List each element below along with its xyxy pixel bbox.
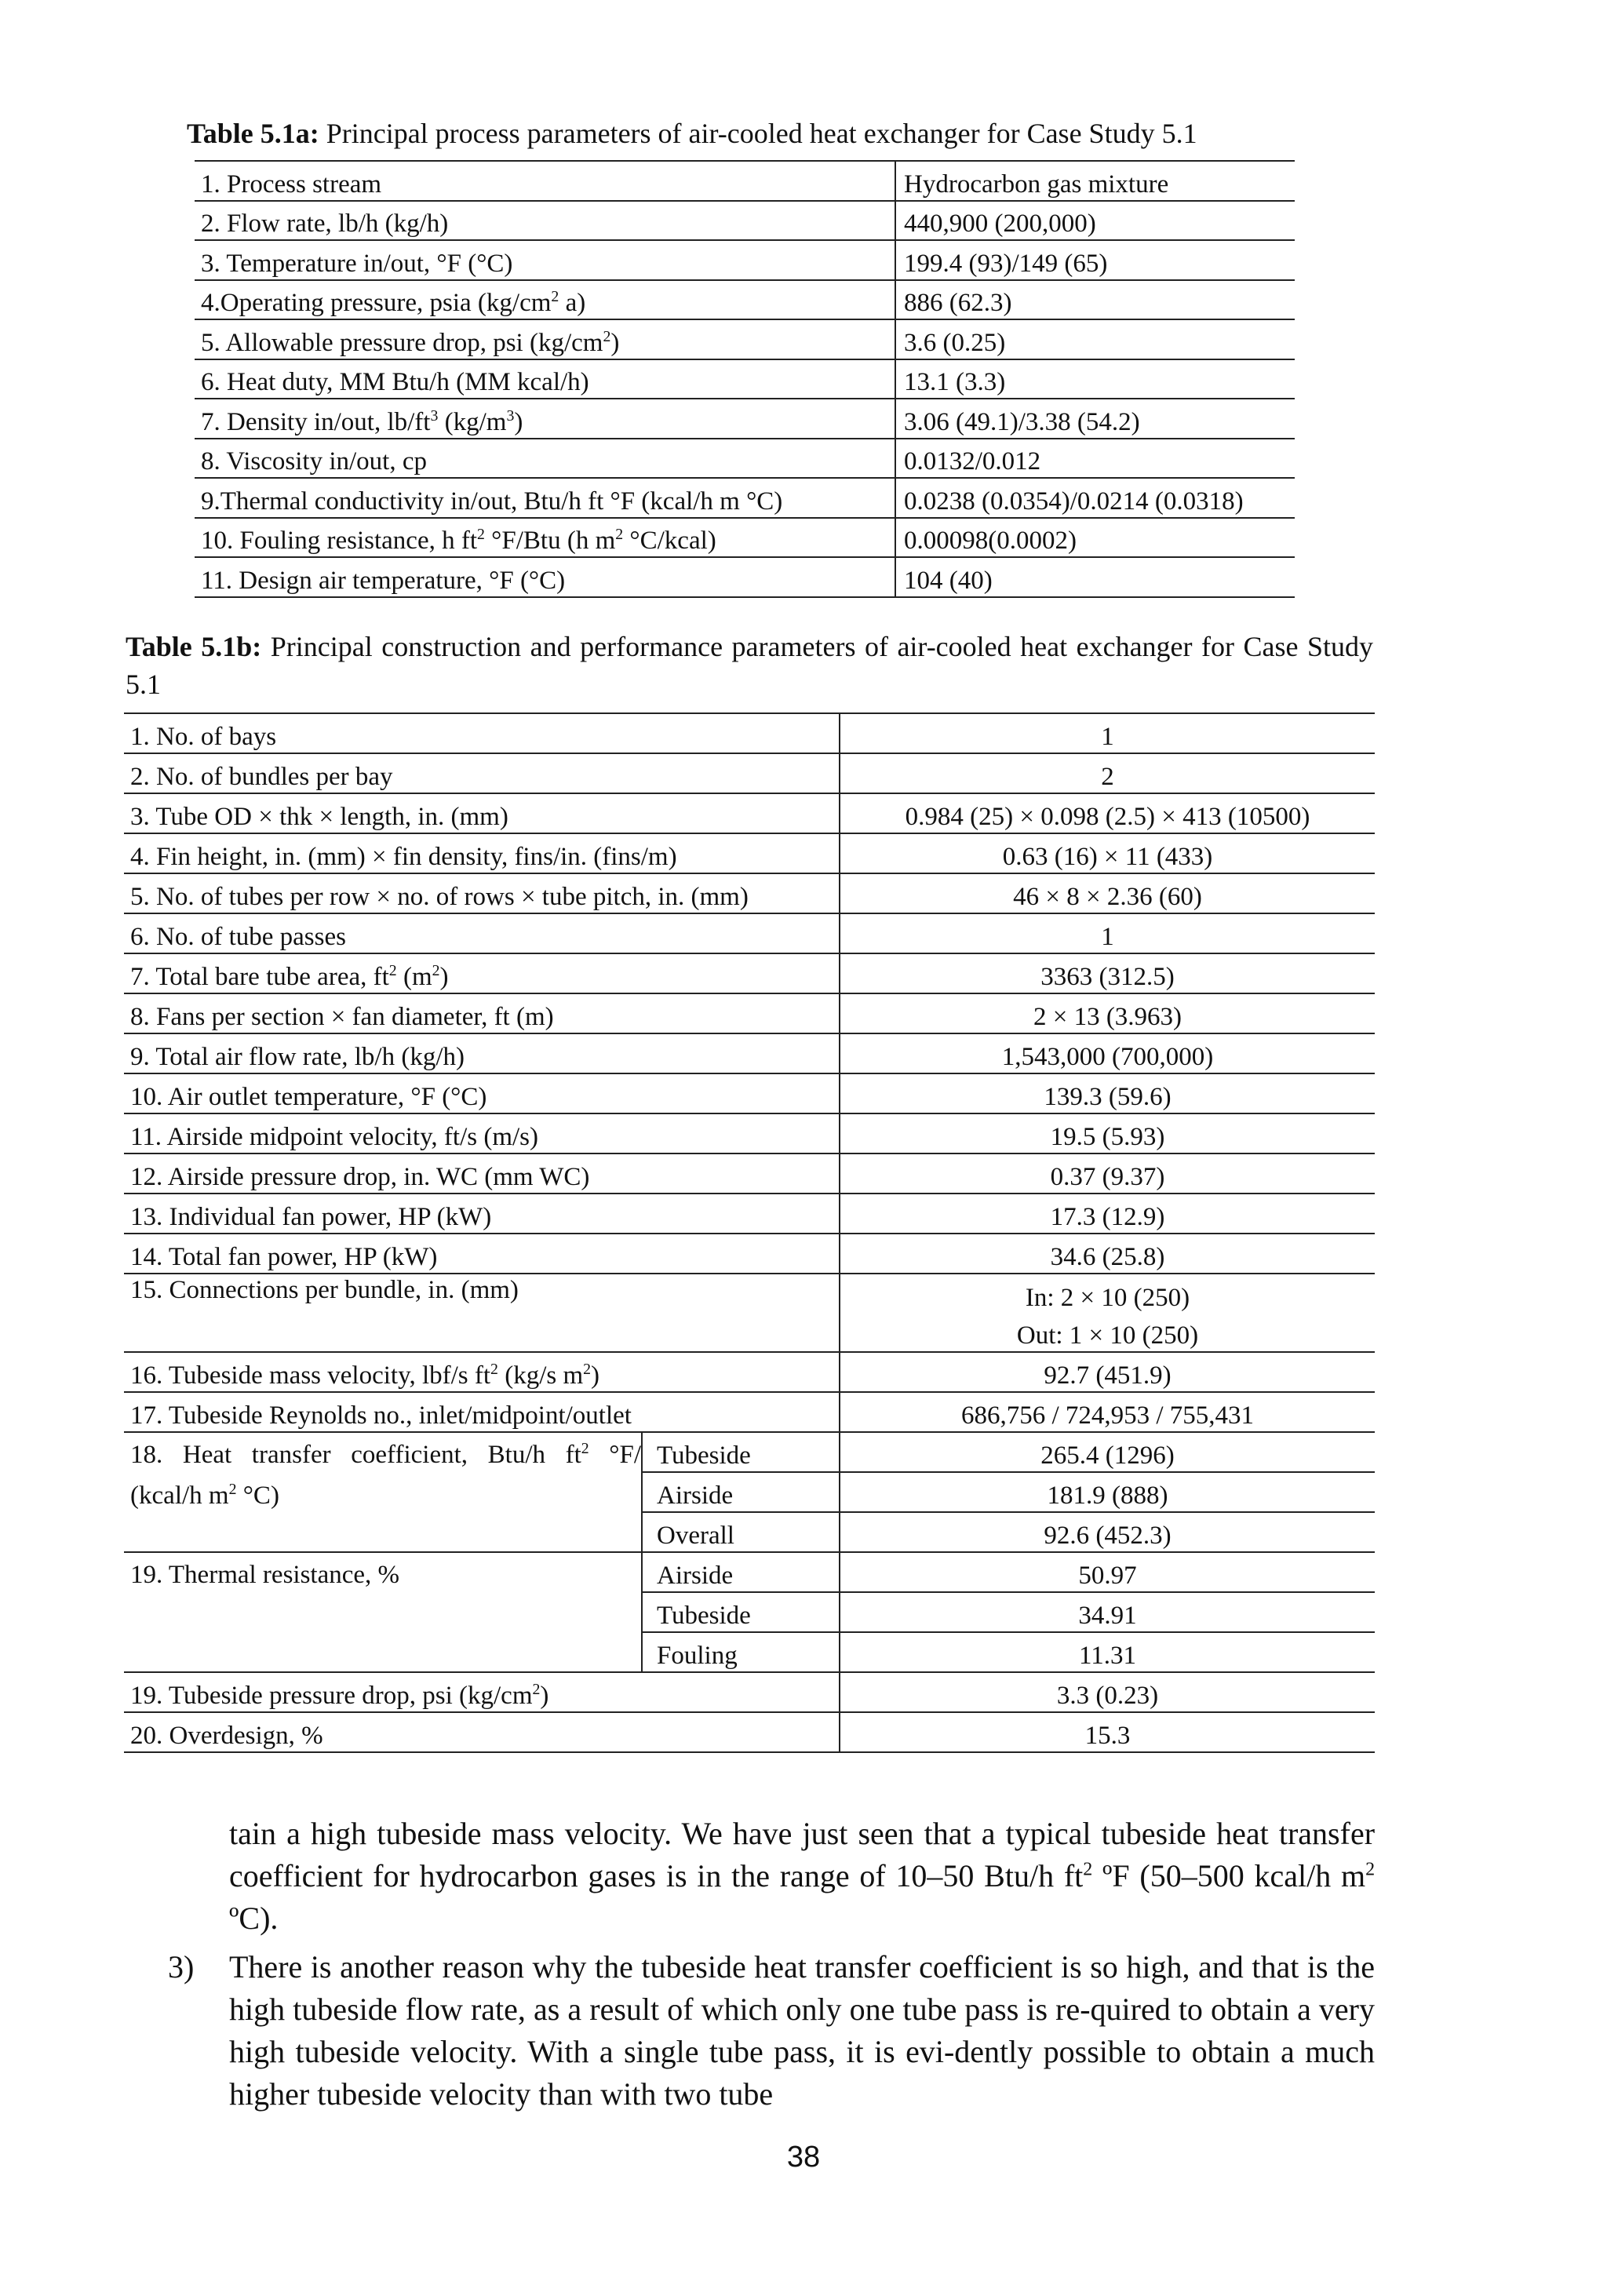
htc-param-line2: (kcal/h $m^2$ °C) <box>130 1481 279 1510</box>
table-cell-param: 14. Total fan power, HP (kW) <box>124 1234 840 1274</box>
table-cell-param: 2. Flow rate, lb/h (kg/h) <box>195 201 895 241</box>
table-cell-value: 0.0238 (0.0354)/0.0214 (0.0318) <box>895 478 1295 518</box>
table-cell-param: 17. Tubeside Reynolds no., inlet/midpoint/outlet <box>124 1392 840 1432</box>
table-cell-param: 8. Viscosity in/out, cp <box>195 439 895 479</box>
table-row <box>195 359 1295 399</box>
table-cell-value: 13.1 (3.3) <box>895 359 1295 399</box>
table-cell-value: 139.3 (59.6) <box>840 1073 1375 1113</box>
table-cell-param: 15. Connections per bundle, in. (mm) <box>124 1274 840 1314</box>
thermal-resistance-sub-label: Airside <box>642 1552 840 1592</box>
table-cell-value: Out: 1 × 10 (250) <box>1016 1321 1199 1350</box>
table-5-1a-caption <box>187 115 1364 152</box>
htc-sub-label: Tubeside <box>642 1432 840 1472</box>
htc-value: 265.4 (1296) <box>840 1432 1375 1472</box>
table-cell-value: 2 × 13 (3.963) <box>840 993 1375 1033</box>
table-cell-param: 7. Density in/out, $lb/ft^3$ $(kg/m^3)$ <box>195 399 895 439</box>
table-cell-value: 0.37 (9.37) <box>840 1153 1375 1194</box>
thermal-resistance-param: 19. Thermal resistance, % <box>124 1552 642 1672</box>
table-cell-value: 886 (62.3) <box>895 280 1295 320</box>
table-row <box>195 319 1295 359</box>
table-row <box>124 1234 1375 1274</box>
table-cell-value: Hydrocarbon gas mixture <box>895 161 1295 201</box>
table-row <box>195 240 1295 280</box>
table-cell-param: 13. Individual fan power, HP (kW) <box>124 1194 840 1234</box>
page-number: 38 <box>786 2141 821 2174</box>
table-cell-value: 440,900 (200,000) <box>895 201 1295 241</box>
table-cell-value: 1 <box>840 713 1375 753</box>
table-row <box>124 1194 1375 1234</box>
table-row <box>124 1314 1375 1352</box>
table-cell-param: 3. Temperature in/out, °F (°C) <box>195 240 895 280</box>
table-row <box>195 201 1295 241</box>
table-row <box>124 833 1375 873</box>
table-row <box>124 1432 1375 1472</box>
table-cell-value: 0.0132/0.012 <box>895 439 1295 479</box>
table-cell-value: 1 <box>840 913 1375 953</box>
table-row <box>124 1113 1375 1153</box>
table-row <box>195 439 1295 479</box>
table-cell-value: 19.5 (5.93) <box>840 1113 1375 1153</box>
table-cell-value: 0.984 (25) × 0.098 (2.5) × 413 (10500) <box>840 793 1375 833</box>
table-cell-param: 6. No. of tube passes <box>124 913 840 953</box>
table-cell-param: 5. No. of tubes per row × no. of rows × tube pitch, in. (mm) <box>124 873 840 913</box>
table-row <box>195 280 1295 320</box>
table-row <box>124 1274 1375 1314</box>
table-row <box>124 753 1375 793</box>
table-cell-param: 10. Fouling resistance, h $ft^2$ °F/Btu (h $m^2$ °C/kcal) <box>195 518 895 558</box>
htc-value: 92.6 (452.3) <box>840 1512 1375 1552</box>
table-5-1b <box>124 712 1375 1753</box>
table-row <box>124 1153 1375 1194</box>
table-cell-value: 17.3 (12.9) <box>840 1194 1375 1234</box>
list-item-number: 3) <box>168 1949 195 1984</box>
table-row <box>124 1672 1375 1712</box>
table-cell-param: 11. Airside midpoint velocity, ft/s (m/s) <box>124 1113 840 1153</box>
table-row <box>195 478 1295 518</box>
table-row <box>124 793 1375 833</box>
table-row <box>124 1352 1375 1392</box>
table-row <box>124 953 1375 993</box>
table-cell-param: 10. Air outlet temperature, °F (°C) <box>124 1073 840 1113</box>
table-row <box>124 1033 1375 1073</box>
table-cell-value: 3.06 (49.1)/3.38 (54.2) <box>895 399 1295 439</box>
table-cell-param: 11. Design air temperature, °F (°C) <box>195 557 895 597</box>
table-cell-param: 6. Heat duty, MM Btu/h (MM kcal/h) <box>195 359 895 399</box>
table-cell-value: 3363 (312.5) <box>840 953 1375 993</box>
htc-sub-label: Airside <box>642 1472 840 1512</box>
table-5-1b-caption-text: Principal construction and performance parameters of air-cooled heat exchanger for Case Study 5.1 <box>126 631 1373 700</box>
table-cell-value: 34.6 (25.8) <box>840 1234 1375 1274</box>
table-cell-value: 104 (40) <box>895 557 1295 597</box>
table-cell-value: 15.3 <box>840 1712 1375 1752</box>
table-cell-param: 4. Fin height, in. (mm) × fin density, fins/in. (fins/m) <box>124 833 840 873</box>
table-cell-param: 1. No. of bays <box>124 713 840 753</box>
table-cell-param <box>124 1352 840 1392</box>
table-cell-value: 1,543,000 (700,000) <box>840 1033 1375 1073</box>
table-cell-value: 199.4 (93)/149 (65) <box>895 240 1295 280</box>
table-row <box>195 161 1295 201</box>
table-row <box>124 1392 1375 1432</box>
table-cell-value: 3.3 (0.23) <box>840 1672 1375 1712</box>
thermal-resistance-value: 11.31 <box>840 1632 1375 1672</box>
table-row <box>124 713 1375 753</box>
table-row <box>124 873 1375 913</box>
table-cell-value: 0.00098(0.0002) <box>895 518 1295 558</box>
table-cell-param: 20. Overdesign, % <box>124 1712 840 1752</box>
list-item-text: There is another reason why the tubeside heat transfer coefficient is so high, and that is the high tubeside flow rate, as a result of which only one tube pass is re-quired to obtain a very high tubeside velocity. With a single tube pass, it is evi-dently possible to obtain a much higher tubeside velocity than with two tube <box>229 1949 1375 2112</box>
table-cell-param: 4.Operating pressure, psia ($kg/cm^2$ a) <box>195 280 895 320</box>
table-5-1a-caption-text: Principal process parameters of air-cooled heat exchanger for Case Study 5.1 <box>319 118 1197 149</box>
table-cell-param: 2. No. of bundles per bay <box>124 753 840 793</box>
table-cell-param: 9. Total air flow rate, lb/h (kg/h) <box>124 1033 840 1073</box>
table-cell-value: 2 <box>840 753 1375 793</box>
htc-param-line1: 18. Heat transfer coefficient, Btu/h $ft^2$ °F/ <box>130 1440 642 1469</box>
thermal-resistance-sub-label: Fouling <box>642 1632 840 1672</box>
mass-velocity-label: 16. Tubeside mass velocity, lbf/s $ft^2$ (kg/s $m^2$) <box>130 1361 600 1390</box>
body-paragraph: tain a high tubeside mass velocity. We have just seen that a typical tubeside heat transfer coefficient for hydrocarbon gases is in the range of 10–50 Btu/h $ft^2$ ºF (50–500 kcal/h $m^2$ ºC). <box>229 1816 1376 1936</box>
htc-sub-label: Overall <box>642 1512 840 1552</box>
table-row <box>124 993 1375 1033</box>
table-cell-param: 7. Total bare tube area, $ft^2$ $(m^2)$ <box>124 953 840 993</box>
htc-value: 181.9 (888) <box>840 1472 1375 1512</box>
table-cell-param: 19. Tubeside pressure drop, psi $(kg/cm^2)$ <box>124 1672 840 1712</box>
table-row <box>124 1073 1375 1113</box>
table-cell-param: 3. Tube OD × thk × length, in. (mm) <box>124 793 840 833</box>
table-row <box>195 399 1295 439</box>
table-cell-param: 9.Thermal conductivity in/out, Btu/h ft °F (kcal/h m °C) <box>195 478 895 518</box>
table-cell-param: 5. Allowable pressure drop, psi $(kg/cm^2)$ <box>195 319 895 359</box>
thermal-resistance-value: 50.97 <box>840 1552 1375 1592</box>
table-5-1a-caption-label: Table 5.1a: <box>187 118 319 149</box>
table-cell-value: 92.7 (451.9) <box>840 1352 1375 1392</box>
htc-param-cell <box>124 1432 642 1552</box>
table-cell-param-empty <box>124 1314 840 1352</box>
table-cell-param: 1. Process stream <box>195 161 895 201</box>
table-row <box>195 557 1295 597</box>
table-cell-param: 12. Airside pressure drop, in. WC (mm WC) <box>124 1153 840 1194</box>
table-row <box>195 518 1295 558</box>
table-cell-value: 686,756 / 724,953 / 755,431 <box>840 1392 1375 1432</box>
table-5-1b-caption <box>126 628 1373 703</box>
thermal-resistance-value: 34.91 <box>840 1592 1375 1632</box>
thermal-resistance-sub-label: Tubeside <box>642 1592 840 1632</box>
table-cell-param: 8. Fans per section × fan diameter, ft (m) <box>124 993 840 1033</box>
table-cell-value: In: 2 × 10 (250) <box>840 1274 1375 1314</box>
table-5-1b-caption-label: Table 5.1b: <box>126 631 262 662</box>
table-cell-value: 46 × 8 × 2.36 (60) <box>840 873 1375 913</box>
table-5-1a <box>195 160 1295 598</box>
table-row <box>124 1712 1375 1752</box>
table-row <box>124 1552 1375 1592</box>
table-cell-value: 0.63 (16) × 11 (433) <box>840 833 1375 873</box>
table-cell-value: 3.6 (0.25) <box>895 319 1295 359</box>
table-row <box>124 913 1375 953</box>
